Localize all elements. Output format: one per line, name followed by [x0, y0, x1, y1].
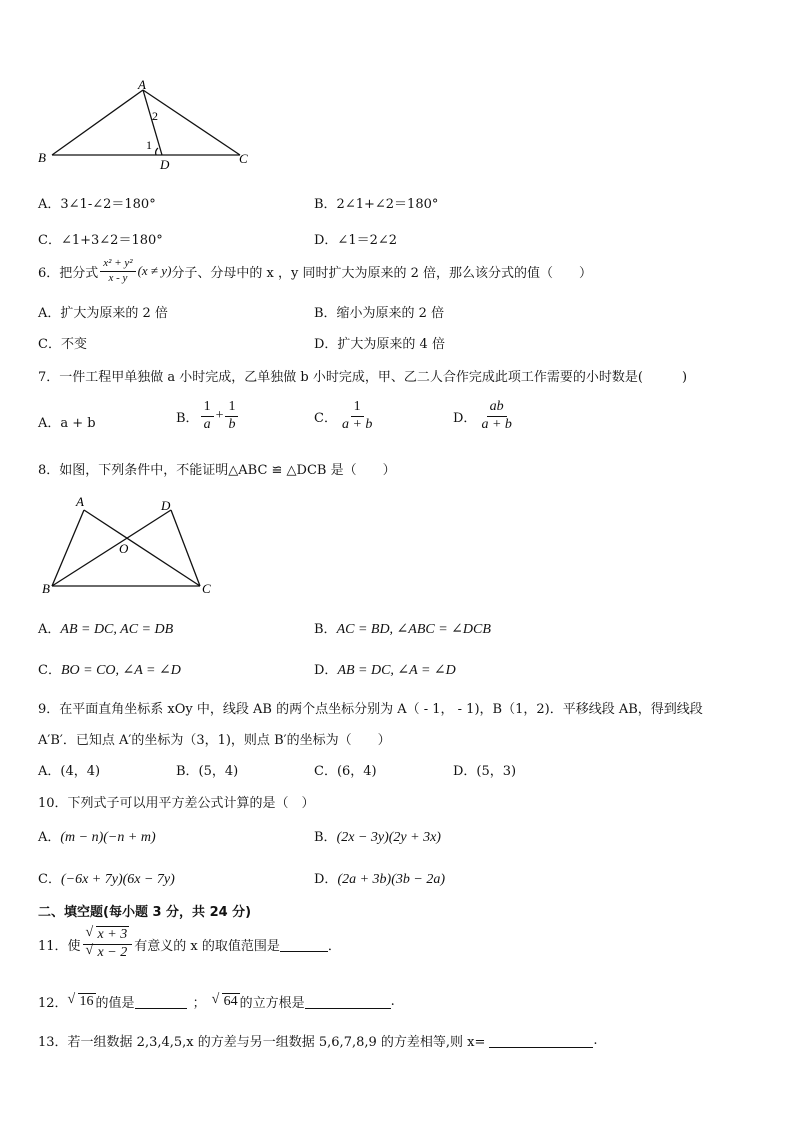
q10-option-d[interactable] — [314, 868, 445, 888]
q9-option-d[interactable]: D．(5，3) — [453, 764, 517, 779]
q12-radicand-2: 64 — [223, 993, 238, 1009]
q6-option-b[interactable]: B．缩小为原来的 2 倍 — [314, 306, 445, 321]
q8-option-d-text: AB = DC, ∠A = ∠D — [337, 663, 456, 678]
q10-option-c-label: C． — [38, 872, 61, 887]
triangle-figure-1 — [30, 78, 260, 170]
q8-option-b-label: B． — [314, 622, 337, 637]
q9-option-a[interactable]: A．(4，4) — [38, 764, 101, 779]
q9-option-c[interactable]: C．(6，4) — [314, 764, 377, 779]
label-A: A — [138, 78, 146, 92]
q7-b-num1: 1 — [201, 400, 214, 417]
q8-option-d[interactable] — [314, 659, 456, 679]
q12-prefix: 12． — [38, 996, 68, 1011]
q11-suffix: 有意义的 x 的取值范围是 — [134, 938, 280, 954]
q11-prefix: 11．使 — [38, 938, 81, 954]
q5-option-d[interactable]: D．∠1＝2∠2 — [314, 233, 398, 248]
q8-option-a-label: A． — [38, 622, 61, 637]
section-title: 二、填空题(每小题 3 分，共 24 分) — [38, 905, 252, 920]
q11-num-radicand: x + 3 — [97, 927, 128, 942]
q7-b-plus: + — [215, 408, 224, 424]
q8-option-c[interactable] — [38, 659, 181, 679]
q7-b-den2: b — [228, 416, 236, 432]
q7-d-den: a + b — [481, 416, 512, 432]
q8-option-c-text: BO = CO, ∠A = ∠D — [60, 663, 181, 678]
q10-option-b-text: (2x − 3y)(2y + 3x) — [336, 830, 441, 845]
q8-option-b[interactable] — [314, 618, 491, 638]
q12-sep: ； — [192, 996, 206, 1011]
q10-option-d-label: D． — [314, 872, 338, 887]
q6-prefix: 6．把分式 — [38, 265, 99, 281]
q12-answer-blank-2[interactable] — [305, 994, 391, 1009]
label-angle-1: 1 — [146, 138, 152, 152]
q7-c-num: 1 — [351, 400, 364, 417]
q7-b-den1: a — [203, 416, 211, 432]
q10-option-d-text: (2a + 3b)(3b − 2a) — [337, 872, 445, 887]
q6-option-d[interactable]: D．扩大为原来的 4 倍 — [314, 337, 445, 352]
q8-option-d-label: D． — [314, 663, 338, 678]
q6-option-a[interactable]: A．扩大为原来的 2 倍 — [38, 306, 168, 321]
q6-denominator: x - y — [108, 271, 128, 284]
q5-option-a[interactable]: A．3∠1-∠2＝180° — [38, 197, 156, 212]
q8-option-a[interactable] — [38, 618, 173, 638]
q9-option-b[interactable]: B．(5，4) — [176, 764, 239, 779]
q6-condition: (x ≠ y) — [137, 263, 172, 279]
q13-end: . — [593, 1033, 598, 1048]
q10-option-c[interactable] — [38, 868, 175, 888]
q7-b-num2: 1 — [225, 400, 238, 417]
q8-option-a-text: AB = DC, AC = DB — [60, 622, 174, 637]
q11-end: ． — [327, 938, 341, 954]
q7-option-d-label: D． — [453, 410, 477, 426]
q7-option-c[interactable] — [314, 400, 377, 432]
q6-numerator: x² + y² — [100, 258, 135, 272]
q9-stem-line1: 9．在平面直角坐标系 xOy 中，线段 AB 的两个点坐标分别为 A（ - 1， - 1)，B（1，2)．平移线段 AB，得到线段 — [38, 702, 703, 717]
q10-option-a-label: A． — [38, 830, 61, 845]
label-D: D — [161, 498, 171, 513]
q7-option-b[interactable] — [176, 400, 240, 432]
q12-end: . — [390, 994, 395, 1009]
q10-stem: 10．下列式子可以用平方差公式计算的是（ ） — [38, 796, 315, 811]
label-B: B — [42, 581, 50, 596]
q7-option-c-label: C． — [314, 410, 337, 426]
label-angle-2: 2 — [152, 109, 158, 123]
q10-option-b-label: B． — [314, 830, 337, 845]
q8-option-c-label: C． — [38, 663, 61, 678]
q7-d-num: ab — [487, 400, 507, 417]
label-D: D — [160, 157, 170, 170]
q7-option-b-label: B． — [176, 410, 199, 426]
label-C: C — [202, 581, 211, 596]
q6-stem — [38, 258, 592, 284]
q12-stem — [38, 992, 395, 1011]
label-A: A — [76, 494, 84, 509]
q12-radicand-1: 16 — [79, 993, 94, 1009]
q10-option-a[interactable] — [38, 826, 156, 846]
q13-text: 13．若一组数据 2,3,4,5,x 的方差与另一组数据 5,6,7,8,9 的方差相等,则 x= — [38, 1035, 486, 1050]
q8-option-b-text: AC = BD, ∠ABC = ∠DCB — [336, 622, 491, 637]
q8-stem: 8．如图，下列条件中，不能证明△ABC ≌ △DCB 是（ ） — [38, 463, 396, 478]
q13-stem — [38, 1031, 598, 1050]
q12-answer-blank-1[interactable] — [135, 994, 187, 1009]
q5-option-b[interactable]: B．2∠1+∠2＝180° — [314, 197, 439, 212]
q7-stem: 7．一件工程甲单独做 a 小时完成，乙单独做 b 小时完成，甲、乙二人合作完成此项工作需要的小时数是( ) — [38, 370, 688, 385]
q7-option-a[interactable]: A．a + b — [38, 416, 96, 431]
q5-option-c[interactable]: C．∠1+3∠2＝180° — [38, 233, 163, 248]
triangle-figure-2 — [38, 494, 228, 598]
q13-answer-blank[interactable] — [489, 1033, 593, 1048]
q11-stem — [38, 928, 341, 960]
q11-answer-blank[interactable] — [280, 937, 328, 952]
q6-suffix: 分子、分母中的 x ，y 同时扩大为原来的 2 倍，那么该分式的值（ ） — [171, 265, 593, 281]
q10-option-a-text: (m − n)(−n + m) — [60, 830, 156, 845]
label-C: C — [239, 151, 248, 166]
q12-mid: 的值是 — [95, 996, 135, 1011]
q9-stem-line2: A′B′．已知点 A′的坐标为（3，1)，则点 B′的坐标为（ ） — [38, 733, 391, 748]
label-O: O — [119, 541, 129, 556]
q7-c-den: a + b — [341, 416, 373, 432]
q6-fraction — [100, 258, 135, 284]
q11-den-radicand: x − 2 — [97, 944, 128, 960]
q10-option-b[interactable] — [314, 826, 441, 846]
q12-mid2: 的立方根是 — [239, 996, 305, 1011]
q7-option-d[interactable] — [453, 400, 517, 432]
q10-option-c-text: (−6x + 7y)(6x − 7y) — [60, 872, 175, 887]
q6-option-c[interactable]: C．不变 — [38, 337, 87, 352]
label-B: B — [38, 150, 46, 165]
